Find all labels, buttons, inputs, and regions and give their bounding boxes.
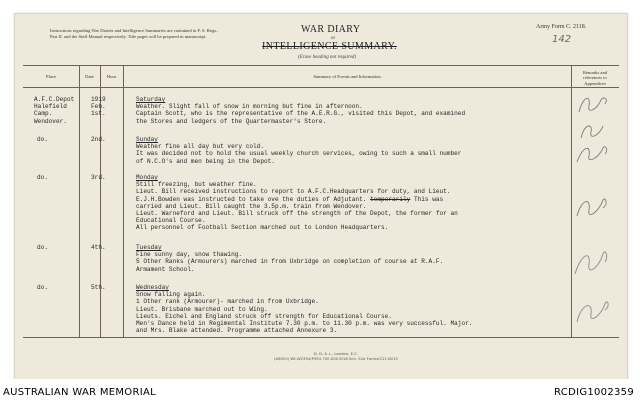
summary-line: Armament School. (136, 265, 195, 273)
summary-line-tail: This was (410, 195, 444, 203)
pencil-initials-2 (575, 120, 615, 142)
summary-line: Lieut. Brisbane marched out to Wing. (136, 305, 268, 313)
col-header-summary: Summary of Events and Information (313, 74, 381, 79)
handwritten-page-number: 142 (552, 34, 572, 45)
intelligence-summary-heading: INTELLIGENCE SUMMARY. (262, 41, 397, 52)
entry-date (91, 244, 106, 251)
archive-credit: AUSTRALIAN WAR MEMORIAL (3, 387, 156, 398)
entry-day-heading: Sunday (136, 136, 158, 143)
col-header-date: Date (85, 74, 94, 79)
entry-place (37, 136, 48, 143)
erase-note: (Erase heading not required) (298, 55, 357, 60)
entry-summary (136, 244, 443, 273)
summary-line-text: E.J.H.Bowden was instructed to take ove the duties of Adjutant. (136, 195, 367, 203)
entry-summary (136, 284, 472, 334)
summary-column-divider (123, 65, 124, 337)
header-bottom-rule (23, 87, 619, 88)
page-title: WAR DIARY (301, 24, 361, 35)
place-line: do. (37, 284, 48, 291)
date-line: 2nd. (91, 136, 106, 143)
summary-line: 1 Other rank (Armourer)- marched in from Uxbridge. (136, 298, 319, 306)
archive-reference-id: RCDIG1002359 (554, 387, 634, 398)
entry-place (37, 244, 48, 251)
form-number: Army Form C. 2118. (536, 24, 587, 30)
pencil-initials-1 (575, 92, 615, 118)
summary-line: Weather. Slight fall of snow in morning but fine in afternoon. (136, 103, 363, 111)
summary-line: It was decided not to hold the usual weekly church services, owing to such a small number (136, 150, 462, 158)
struck-word: temporarily (370, 195, 411, 203)
col-header-remarks: Remarks and references to Appendices (582, 70, 608, 86)
entry-summary (136, 174, 458, 232)
col-header-hour: Hour (106, 74, 117, 79)
summary-line: Lieut. Bill received instructions to report to A.F.C.Headquarters for duty, and Lieut. (136, 188, 451, 196)
col-header-place: Place (46, 74, 56, 79)
summary-line: Lieuts. Eichel and England struck off strength for Educational Course. (136, 312, 392, 320)
summary-line: Lieut. Warneford and Lieut. Bill struck off the strength of the Depot, the former for an (136, 210, 458, 218)
summary-line: Captain Scott, who is the representative of the A.E.R.G., visited this Depot, and examined (136, 110, 466, 118)
diary-sheet (14, 13, 628, 381)
pencil-initials-5 (571, 244, 613, 280)
place-line: Wendover. (34, 117, 67, 125)
date-line: 5th. (91, 284, 106, 291)
place-line: do. (37, 244, 48, 251)
place-line: do. (37, 174, 48, 181)
summary-line (136, 196, 458, 203)
date-line: 3rd. (91, 174, 106, 181)
summary-line: 5 Other Ranks (Armourers) marched in from Uxbridge on completion of course at R.A.F. (136, 258, 444, 266)
date-column-divider (79, 65, 80, 337)
title-or: or (331, 36, 336, 41)
entry-day-heading: Tuesday (136, 244, 162, 251)
summary-line: Still freezing, but weather fine. (136, 181, 257, 189)
date-line: Feb. (91, 103, 106, 111)
date-line: 4th. (91, 244, 106, 251)
place-line: Halefield (34, 103, 67, 111)
entry-place (34, 96, 74, 125)
summary-line: Educational Course. (136, 217, 206, 225)
pencil-initials-3 (573, 142, 613, 166)
entry-summary (136, 136, 461, 165)
entry-date (91, 174, 106, 181)
table-top-rule (23, 65, 619, 66)
printer-line: (A6920) Wt.W2394/P554 750,000 8/18 Sch. 52a Forms/C2118/15 (274, 356, 398, 361)
entry-date (91, 96, 106, 118)
entry-day-heading: Wednesday (136, 284, 169, 291)
date-line: 1st. (91, 110, 106, 118)
summary-line: of N.C.O's and men being in the Depot. (136, 157, 275, 165)
summary-line: Snow falling again. (136, 291, 206, 299)
summary-line: carried and Lieut. Bill caught the 3.5p.m. train from Wendover. (136, 202, 367, 210)
place-line: do. (37, 136, 48, 143)
entry-date (91, 136, 106, 143)
entry-place (37, 174, 48, 181)
summary-line: Weather fine all day but very cold. (136, 143, 264, 151)
summary-line: Fine sunny day, snow thawing. (136, 251, 243, 259)
entry-date (91, 284, 106, 291)
entry-day-heading: Monday (136, 174, 158, 181)
place-line: A.F.C.Depot (34, 96, 75, 103)
table-bottom-rule (23, 337, 619, 338)
entry-place (37, 284, 48, 291)
printer-imprint (274, 351, 398, 361)
summary-line: and Mrs. Blake attended. Programme attached Annexure 3. (136, 327, 338, 335)
instructions-text: Instructions regarding War Diaries and Intelligence Summaries are contained in F. S. Regs., Part II. and the Staff Manual respectively. Title pages will be prepared in manuscript. (50, 28, 219, 39)
date-line: 1919 (91, 96, 106, 103)
entry-summary (136, 96, 465, 125)
summary-line: All personnel of Football Section marched out to London Headquarters. (136, 224, 389, 232)
printer-line: D. D. & L., London, E.C. (313, 351, 359, 356)
summary-line: the Stores and ledgers of the Quartermaster's Store. (136, 117, 327, 125)
pencil-initials-6 (571, 294, 613, 328)
entry-day-heading: Saturday (136, 96, 166, 103)
summary-line: Men's Dance held in Regimental Institute 7.30 p.m. to 11.30 p.m. was very successful. Major. (136, 320, 473, 328)
place-line: Camp. (34, 110, 53, 118)
pencil-initials-4 (573, 194, 613, 222)
